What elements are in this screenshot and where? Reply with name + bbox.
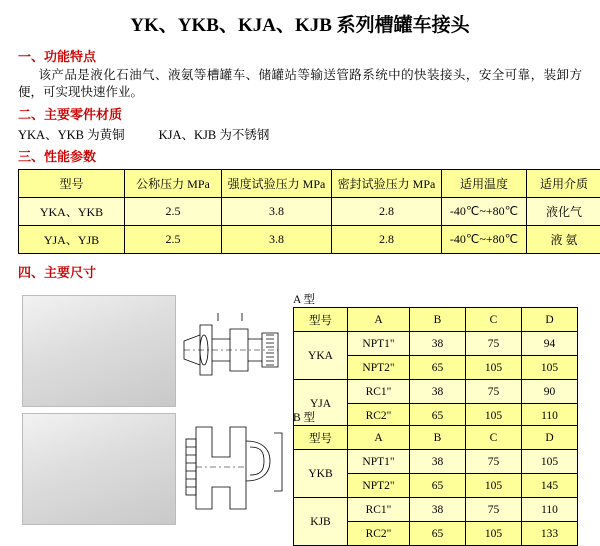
cell-seal-test: 2.8 xyxy=(332,198,442,226)
col-header-a: A xyxy=(348,308,410,332)
table-row xyxy=(294,332,578,356)
cell-a: RC1" xyxy=(348,498,410,522)
cell-medium: 液 氨 xyxy=(527,226,600,254)
cell-medium: 液化气 xyxy=(527,198,600,226)
cell-a: NPT1" xyxy=(348,332,410,356)
material-left-text: YKA、YKB 为黄铜 xyxy=(18,128,125,142)
cell-c: 105 xyxy=(466,522,522,546)
cell-d: 90 xyxy=(522,380,578,404)
cell-d: 105 xyxy=(522,450,578,474)
product-photo-type-b xyxy=(22,413,176,525)
cell-a: RC1" xyxy=(348,380,410,404)
col-header-model: 型号 xyxy=(19,170,125,198)
coupling-drawing-b xyxy=(178,413,286,523)
cell-temperature: -40℃~+80℃ xyxy=(442,226,527,254)
cell-strength-test: 3.8 xyxy=(222,226,332,254)
cell-d: 94 xyxy=(522,332,578,356)
features-paragraph-text: 该产品是液化石油气、液氨等槽罐车、储罐站等输送管路系统中的快装接头，安全可靠，装卸方便，可实现快速作业。 xyxy=(18,68,582,99)
cell-model: YKA、YKB xyxy=(19,198,125,226)
cell-nominal-pressure: 2.5 xyxy=(125,226,222,254)
cell-d: 110 xyxy=(522,404,578,428)
table-row xyxy=(294,450,578,474)
cell-a: NPT2" xyxy=(348,356,410,380)
col-header-nominal-pressure: 公称压力 MPa xyxy=(125,170,222,198)
cell-b: 38 xyxy=(410,380,466,404)
cell-d: 110 xyxy=(522,498,578,522)
col-header-strength-test: 强度试验压力 MPa xyxy=(222,170,332,198)
col-header-d: D xyxy=(522,308,578,332)
cell-strength-test: 3.8 xyxy=(222,198,332,226)
col-header-temperature: 适用温度 xyxy=(442,170,527,198)
cell-d: 145 xyxy=(522,474,578,498)
table-header-row xyxy=(294,308,578,332)
photo-background xyxy=(23,414,175,524)
section-heading-features: 一、功能特点 xyxy=(18,46,600,65)
col-header-medium: 适用介质 xyxy=(527,170,600,198)
section-heading-material: 二、主要零件材质 xyxy=(18,104,600,123)
cell-a: RC2" xyxy=(348,404,410,428)
technical-drawing-type-a xyxy=(178,295,286,405)
type-a-label: A 型 xyxy=(293,291,315,307)
cell-seal-test: 2.8 xyxy=(332,226,442,254)
cell-model: YKA xyxy=(294,332,348,380)
col-header-model: 型号 xyxy=(294,308,348,332)
product-photo-type-a xyxy=(22,295,176,407)
material-right-text: KJA、KJB 为不锈钢 xyxy=(159,128,270,142)
col-header-b: B xyxy=(410,426,466,450)
features-paragraph xyxy=(18,67,582,101)
col-header-c: C xyxy=(466,308,522,332)
table-header-row xyxy=(19,170,600,198)
dimension-table-a xyxy=(293,307,578,428)
cell-c: 105 xyxy=(466,404,522,428)
cell-temperature: -40℃~+80℃ xyxy=(442,198,527,226)
technical-drawing-type-b xyxy=(178,413,286,523)
col-header-model: 型号 xyxy=(294,426,348,450)
section-heading-dimensions: 四、主要尺寸 xyxy=(18,262,600,281)
coupling-drawing-a xyxy=(178,295,286,405)
material-line xyxy=(18,125,600,143)
page-title: YK、YKB、KJA、KJB 系列槽罐车接头 xyxy=(0,0,600,43)
table-row xyxy=(19,198,600,226)
cell-nominal-pressure: 2.5 xyxy=(125,198,222,226)
performance-table xyxy=(18,169,600,254)
cell-c: 75 xyxy=(466,450,522,474)
cell-b: 65 xyxy=(410,356,466,380)
col-header-c: C xyxy=(466,426,522,450)
cell-c: 75 xyxy=(466,380,522,404)
cell-b: 65 xyxy=(410,522,466,546)
cell-model: YJA、YJB xyxy=(19,226,125,254)
table-header-row xyxy=(294,426,578,450)
col-header-seal-test: 密封试验压力 MPa xyxy=(332,170,442,198)
col-header-d: D xyxy=(522,426,578,450)
cell-a: NPT2" xyxy=(348,474,410,498)
cell-c: 75 xyxy=(466,332,522,356)
cell-d: 105 xyxy=(522,356,578,380)
cell-b: 65 xyxy=(410,404,466,428)
cell-d: 133 xyxy=(522,522,578,546)
cell-b: 38 xyxy=(410,498,466,522)
table-row xyxy=(294,498,578,522)
cell-model: YKB xyxy=(294,450,348,498)
cell-b: 38 xyxy=(410,332,466,356)
cell-b: 65 xyxy=(410,474,466,498)
cell-c: 105 xyxy=(466,474,522,498)
cell-c: 105 xyxy=(466,356,522,380)
cell-b: 38 xyxy=(410,450,466,474)
section-heading-performance: 三、性能参数 xyxy=(18,146,600,165)
cell-a: RC2" xyxy=(348,522,410,546)
table-row xyxy=(294,380,578,404)
cell-model: KJB xyxy=(294,498,348,546)
photo-background xyxy=(23,296,175,406)
cell-model: YJA xyxy=(294,380,348,428)
col-header-a: A xyxy=(348,426,410,450)
dimension-table-b xyxy=(293,425,578,546)
cell-c: 75 xyxy=(466,498,522,522)
cell-a: NPT1" xyxy=(348,450,410,474)
type-b-label: B 型 xyxy=(293,409,315,425)
table-row xyxy=(19,226,600,254)
col-header-b: B xyxy=(410,308,466,332)
